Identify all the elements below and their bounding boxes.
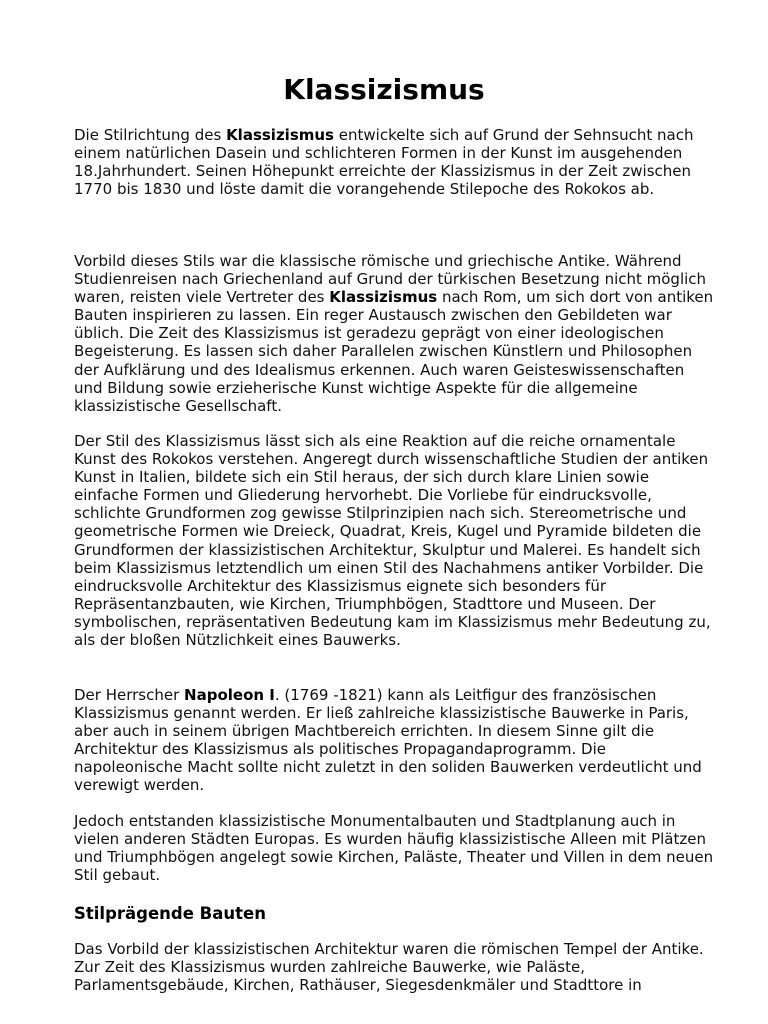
- paragraph-antike-text-start: Vorbild dieses Stils war die klassische römische und griechische Antike. Während Studienreisen nach Griechenland auf Grund der türkischen Besetzung nicht möglich waren, reisten viele Vertreter des: [74, 252, 707, 307]
- paragraph-napoleon: [74, 686, 714, 795]
- paragraph-europa: Jedoch entstanden klassizistische Monumentalbauten und Stadtplanung auch in vielen anderen Städten Europas. Es wurden häufig klassizistische Alleen mit Plätzen und Triumphbögen angelegt sowie Kirchen, Paläste, Theater und Villen in dem neuen Stil gebaut.: [74, 812, 714, 885]
- paragraph-intro-text-end: entwickelte sich auf Grund der Sehnsucht nach einem natürlichen Dasein und schlichteren Formen in der Kunst im ausgehenden 18.Jahrhundert. Seinen Höhepunkt erreichte der Klassizismus in der Zeit zwischen 1770 bis 1830 und löste damit die vorangehende Stilepoche des Rokokos ab.: [74, 126, 694, 199]
- paragraph-napoleon-text-end: . (1769 -1821) kann als Leitfigur des französischen Klassizismus genannt werden. Er ließ zahlreiche klassizistische Bauwerke in Paris, aber auch in seinem übrigen Machtbereich errichten. In diesem Sinne gilt die Architektur des Klassizismus als politisches Propagandaprogramm. Die napoleonische Macht sollte nicht zuletzt in den soliden Bauwerken verdeutlicht und verewigt werden.: [74, 686, 702, 795]
- paragraph-stil: Der Stil des Klassizismus lässt sich als eine Reaktion auf die reiche ornamentale Kunst des Rokokos verstehen. Angeregt durch wissenschaftliche Studien der antiken Kunst in Italien, bildete sich ein Stil heraus, der sich durch klare Linien sowie einfache Formen und Gliederung hervorhebt. Die Vorliebe für eindrucksvolle, schlichte Grundformen zog gewisse Stilprinzipien nach sich. Stereometrische und geometrische Formen wie Dreieck, Quadrat, Kreis, Kugel und Pyramide bildeten die Grundformen der klassizistischen Architektur, Skulptur und Malerei. Es handelt sich beim Klassizismus letztendlich um einen Stil des Nachahmens antiker Vorbilder. Die eindrucksvolle Architektur des Klassizismus eignete sich besonders für Repräsentanzbauten, wie Kirchen, Triumphbögen, Stadttore und Museen. Der symbolischen, repräsentativen Bedeutung kam im Klassizismus mehr Bedeutung zu, als der bloßen Nützlichkeit eines Bauwerks.: [74, 432, 711, 650]
- paragraph-antike: [74, 252, 714, 415]
- paragraph-intro-text-start: Die Stilrichtung des: [74, 126, 227, 144]
- section-heading: Stilprägende Bauten: [74, 904, 266, 923]
- paragraph-napoleon-bold-name: Napoleon I: [184, 686, 275, 704]
- page-title: Klassizismus: [283, 73, 485, 106]
- paragraph-intro-bold-term: Klassizismus: [226, 126, 334, 144]
- paragraph-antike-text-end: nach Rom, um sich dort von antiken Bauten inspirieren zu lassen. Ein reger Austausch zwischen den Gebildeten war üblich. Die Zeit des Klassizismus ist geradezu geprägt von einer ideologischen Begeisterung. Es lassen sich daher Parallelen zwischen Künstlern und Philosophen der Aufklärung und des Idealismus erkennen. Auch waren Geisteswissenschaften und Bildung sowie erzieherische Kunst wichtige Aspekte für die allgemeine klassizistische Gesellschaft.: [74, 288, 714, 415]
- paragraph-bauten: Das Vorbild der klassizistischen Architektur waren die römischen Tempel der Antike. Zur Zeit des Klassizismus wurden zahlreiche Bauwerke, wie Paläste, Parlamentsgebäude, Kirchen, Rathäuser, Siegesdenkmäler und Stadttore in: [74, 940, 704, 995]
- paragraph-antike-bold-term: Klassizismus: [329, 288, 438, 307]
- paragraph-napoleon-text-start: Der Herrscher: [74, 686, 185, 704]
- paragraph-intro: [74, 126, 714, 198]
